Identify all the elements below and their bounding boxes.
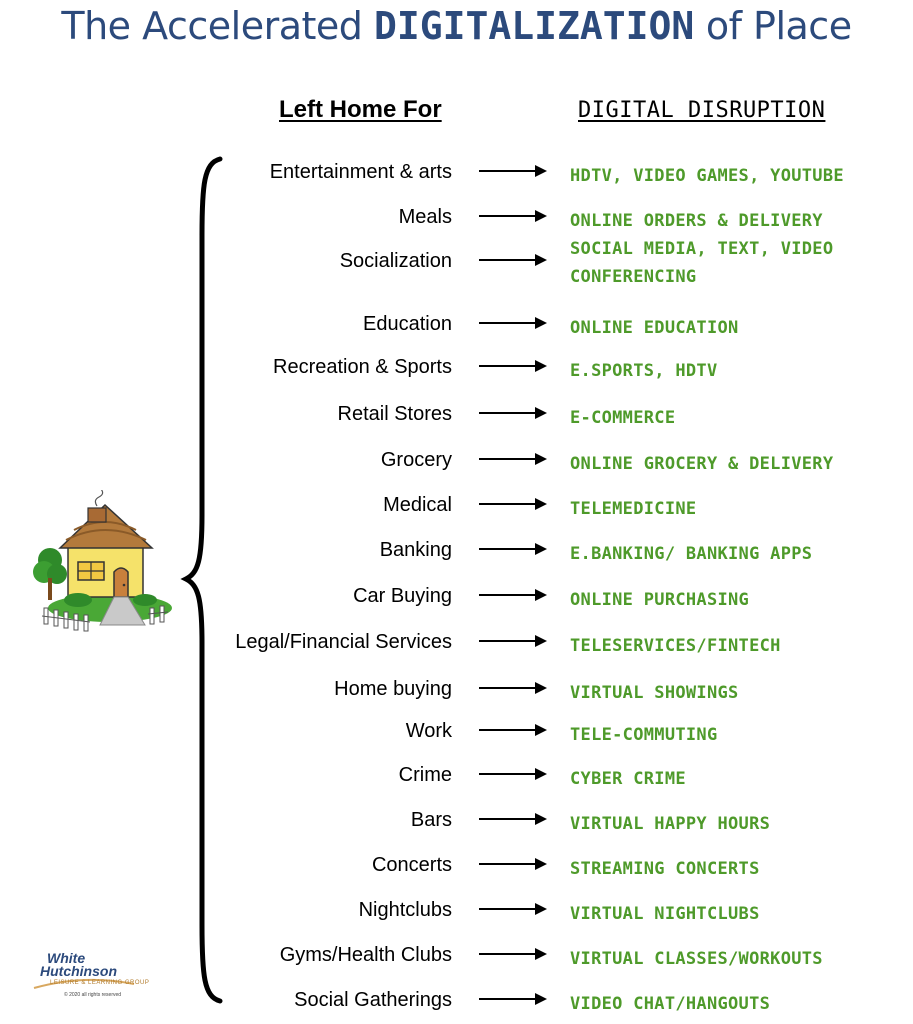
- disruption-label: [570, 235, 833, 291]
- activity-label: Social Gatherings: [294, 989, 452, 1011]
- diagram-row: [0, 205, 913, 235]
- disruption-label: ONLINE GROCERY & DELIVERY: [570, 454, 834, 474]
- arrow-icon: [479, 497, 549, 511]
- logo-tagline: LEISURE & LEARNING GROUP: [50, 980, 150, 986]
- diagram-row: [0, 898, 913, 928]
- activity-label: Grocery: [380, 449, 452, 471]
- disruption-label: STREAMING CONCERTS: [570, 859, 760, 879]
- activity-label: Bars: [410, 809, 452, 831]
- arrow-icon: [479, 406, 549, 420]
- diagram-row: [0, 239, 913, 287]
- activity-label: Concerts: [371, 854, 452, 876]
- arrow-icon: [479, 542, 549, 556]
- title-part-1: The Accelerated: [61, 4, 374, 48]
- logo-copyright: © 2020 all rights reserved: [64, 992, 122, 998]
- arrow-icon: [479, 164, 549, 178]
- activity-label: Retail Stores: [337, 403, 452, 425]
- disruption-label: VIRTUAL HAPPY HOURS: [570, 814, 771, 834]
- diagram-row: [0, 808, 913, 838]
- title-part-3: of Place: [694, 4, 852, 48]
- arrow-icon: [479, 316, 549, 330]
- activity-label: Recreation & Sports: [273, 356, 452, 378]
- arrow-icon: [479, 723, 549, 737]
- disruption-label: HDTV, VIDEO GAMES, YOUTUBE: [570, 166, 844, 186]
- activity-label: Education: [363, 313, 452, 335]
- arrow-icon: [479, 588, 549, 602]
- disruption-line-2: CONFERENCING: [570, 267, 697, 287]
- diagram-row: [0, 763, 913, 793]
- activity-label: Socialization: [339, 250, 452, 272]
- diagram-row: [0, 355, 913, 385]
- title-part-2: DIGITALIZATION: [373, 4, 695, 48]
- disruption-label: TELESERVICES/FINTECH: [570, 636, 781, 656]
- arrow-icon: [479, 992, 549, 1006]
- white-hutchinson-logo: [30, 950, 150, 1005]
- disruption-label: E.BANKING/ BANKING APPS: [570, 544, 813, 564]
- arrow-icon: [479, 902, 549, 916]
- activity-label: Banking: [379, 539, 452, 561]
- diagram-row: [0, 448, 913, 478]
- disruption-label: E.SPORTS, HDTV: [570, 361, 718, 381]
- disruption-label: ONLINE ORDERS & DELIVERY: [570, 211, 823, 231]
- disruption-label: VIRTUAL SHOWINGS: [570, 683, 739, 703]
- logo-line-2: Hutchinson: [40, 963, 117, 979]
- activity-label: Crime: [398, 764, 452, 786]
- activity-label: Entertainment & arts: [269, 161, 452, 183]
- arrow-icon: [479, 253, 549, 267]
- arrow-icon: [479, 947, 549, 961]
- activity-label: Gyms/Health Clubs: [279, 944, 452, 966]
- diagram-row: [0, 538, 913, 568]
- disruption-label: ONLINE EDUCATION: [570, 318, 739, 338]
- arrow-icon: [479, 857, 549, 871]
- activity-label: Meals: [398, 206, 452, 228]
- arrow-icon: [479, 452, 549, 466]
- left-column-header: Left Home For: [279, 96, 442, 123]
- activity-label: Home buying: [334, 678, 452, 700]
- diagram-row: [0, 402, 913, 432]
- page-title: [0, 4, 913, 48]
- diagram-row: [0, 493, 913, 523]
- disruption-label: TELE-COMMUTING: [570, 725, 718, 745]
- disruption-label: VIRTUAL CLASSES/WORKOUTS: [570, 949, 823, 969]
- arrow-icon: [479, 634, 549, 648]
- diagram-row: [0, 312, 913, 342]
- arrow-icon: [479, 767, 549, 781]
- activity-label: Work: [405, 720, 452, 742]
- disruption-label: E-COMMERCE: [570, 408, 676, 428]
- activity-label: Medical: [383, 494, 452, 516]
- disruption-label: VIRTUAL NIGHTCLUBS: [570, 904, 760, 924]
- diagram-row: [0, 584, 913, 614]
- disruption-label: ONLINE PURCHASING: [570, 590, 750, 610]
- diagram-row: [0, 853, 913, 883]
- activity-label: Car Buying: [353, 585, 452, 607]
- activity-label: Nightclubs: [358, 899, 452, 921]
- diagram-row: [0, 677, 913, 707]
- arrow-icon: [479, 812, 549, 826]
- diagram-row: [0, 719, 913, 749]
- arrow-icon: [479, 681, 549, 695]
- disruption-line-1: SOCIAL MEDIA, TEXT, VIDEO: [570, 239, 834, 259]
- diagram-row: [0, 630, 913, 660]
- diagram-row: [0, 160, 913, 190]
- right-column-header: DIGITAL DISRUPTION: [578, 98, 826, 123]
- arrow-icon: [479, 359, 549, 373]
- disruption-label: VIDEO CHAT/HANGOUTS: [570, 994, 771, 1014]
- activity-label: Legal/Financial Services: [235, 631, 452, 653]
- disruption-label: TELEMEDICINE: [570, 499, 697, 519]
- arrow-icon: [479, 209, 549, 223]
- logo-line-1: White: [47, 950, 86, 966]
- disruption-label: CYBER CRIME: [570, 769, 686, 789]
